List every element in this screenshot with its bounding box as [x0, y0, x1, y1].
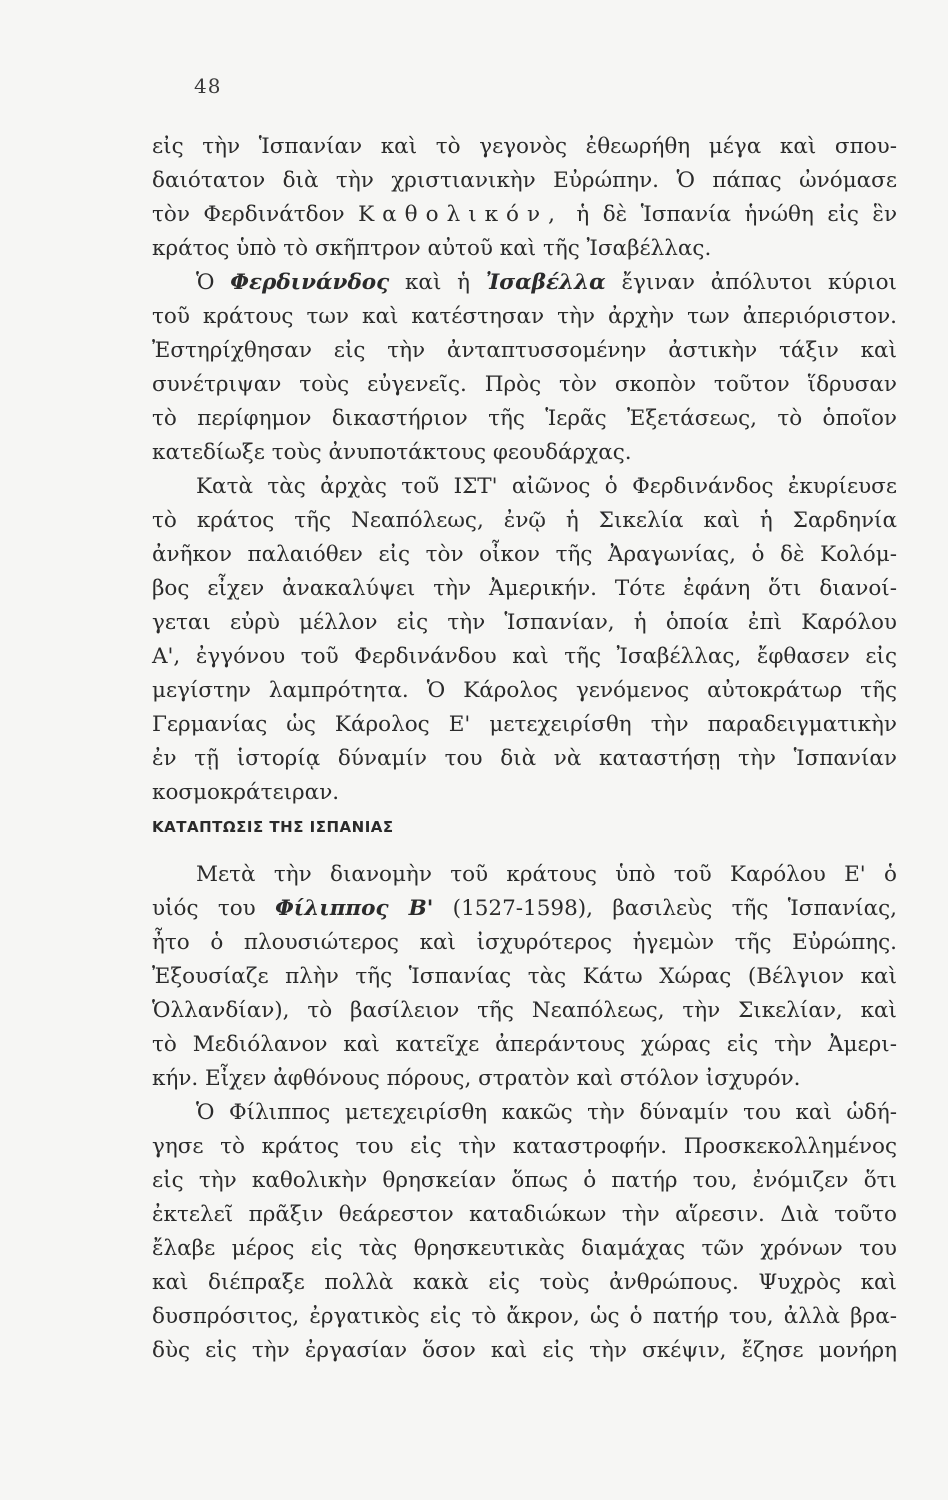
line-text: καὶ ἡ [389, 270, 486, 295]
line-text: υἱός του [152, 896, 276, 921]
text-line: εἰς τὴν καθολικὴν θρησκείαν ὅπως ὁ πατήρ του, ἐνόμιζεν ὅτι [152, 1168, 897, 1193]
text-line: κήν. Εἶχεν ἀφθόνους πόρους, στρατὸν καὶ στόλον ἰσχυρόν. [152, 1066, 801, 1091]
text-line: κατεδίωξε τοὺς ἀνυποτάκτους φεουδάρχας. [152, 440, 632, 465]
text-line: κοσμοκράτειραν. [152, 780, 340, 805]
text-line: τοῦ κράτους των καὶ κατέστησαν τὴν ἀρχὴν των ἀπεριόριστον. [152, 304, 897, 329]
spaced-word: Καθολικόν, [358, 202, 563, 227]
text-line: Ὁ Φίλιππος μετεχειρίσθη κακῶς τὴν δύναμίν του καὶ ὡδή- [196, 1100, 897, 1125]
line-text: ἔγιναν ἀπόλυτοι κύριοι [605, 270, 897, 295]
text-line: κράτος ὑπὸ τὸ σκῆπτρον αὐτοῦ καὶ τῆς Ἰσαβέλλας. [152, 236, 712, 261]
page-number: 48 [194, 74, 222, 98]
text-line: τὸ κράτος τῆς Νεαπόλεως, ἐνῷ ἡ Σικελία καὶ ἡ Σαρδηνία [152, 508, 897, 533]
line-text: ἡ δὲ Ἱσπανία ἡνώθη εἰς ἓν [562, 202, 898, 227]
section-heading: ΚΑΤΑΠΤΩΣΙΣ ΤΗΣ ΙΣΠΑΝΙΑΣ [152, 818, 394, 836]
text-line: δυσπρόσιτος, ἐργατικὸς εἰς τὸ ἄκρον, ὡς ὁ πατήρ του, ἀλλὰ βρα- [152, 1304, 897, 1329]
text-line [152, 892, 897, 926]
line-text: τὸν Φερδινάτδον [152, 202, 359, 227]
text-line: ἔλαβε μέρος εἰς τὰς θρησκευτικὰς διαμάχας τῶν χρόνων του [152, 1236, 897, 1261]
text-line: Ἐστηρίχθησαν εἰς τὴν ἀνταπτυσσομένην ἀστικὴν τάξιν καὶ [152, 338, 897, 363]
text-line: καὶ διέπραξε πολλὰ κακὰ εἰς τοὺς ἀνθρώπους. Ψυχρὸς καὶ [152, 1270, 897, 1295]
text-line: Α', ἐγγόνου τοῦ Φερδινάνδου καὶ τῆς Ἰσαβέλλας, ἔφθασεν εἰς [152, 644, 897, 669]
text-block-bottom [152, 858, 897, 1368]
text-line: Ἐξουσίαζε πλὴν τῆς Ἱσπανίας τὰς Κάτω Χώρας (Βέλγιον καὶ [152, 964, 897, 989]
text-line: Ὁλλανδίαν), τὸ βασίλειον τῆς Νεαπόλεως, τὴν Σικελίαν, καὶ [152, 998, 897, 1023]
text-line: συνέτριψαν τοὺς εὐγενεῖς. Πρὸς τὸν σκοπὸν τοῦτον ἵδρυσαν [152, 372, 897, 397]
emphasized-name: Φερδινάνδος [230, 270, 390, 295]
text-line: ἀνῆκον παλαιόθεν εἰς τὸν οἶκον τῆς Ἀραγωνίας, ὁ δὲ Κολόμ- [152, 542, 897, 567]
text-line [152, 266, 897, 300]
text-line: βος εἶχεν ἀνακαλύψει τὴν Ἀμερικήν. Τότε ἐφάνη ὅτι διανοί- [152, 576, 897, 601]
text-line: τὸ Μεδιόλανον καὶ κατεῖχε ἀπεράντους χώρας εἰς τὴν Ἀμερι- [152, 1032, 897, 1057]
text-line: γησε τὸ κράτος του εἰς τὴν καταστροφήν. Προσκεκολλημένος [152, 1134, 897, 1159]
text-line: εἰς τὴν Ἱσπανίαν καὶ τὸ γεγονὸς ἐθεωρήθη μέγα καὶ σπου- [152, 134, 897, 159]
text-line: μεγίστην λαμπρότητα. Ὁ Κάρολος γενόμενος αὐτοκράτωρ τῆς [152, 678, 897, 703]
text-line: γεται εὐρὺ μέλλον εἰς τὴν Ἱσπανίαν, ἡ ὁποία ἐπὶ Καρόλου [152, 610, 897, 635]
text-line: ἦτο ὁ πλουσιώτερος καὶ ἰσχυρότερος ἡγεμὼν τῆς Εὐρώπης. [152, 930, 897, 955]
text-line: Μετὰ τὴν διανομὴν τοῦ κράτους ὑπὸ τοῦ Καρόλου Ε' ὁ [196, 862, 897, 887]
text-line: Κατὰ τὰς ἀρχὰς τοῦ ΙΣΤ' αἰῶνος ὁ Φερδινάνδος ἐκυρίευσε [196, 474, 897, 499]
line-text: Ὁ [196, 270, 231, 295]
text-line: ἐκτελεῖ πρᾶξιν θεάρεστον καταδιώκων τὴν αἵρεσιν. Διὰ τοῦτο [152, 1202, 897, 1227]
emphasized-name: Φίλιππος Β' [275, 896, 434, 921]
emphasized-name: Ἰσαβέλλα [485, 270, 606, 295]
text-line: δαιότατον διὰ τὴν χριστιανικὴν Εὐρώπην. Ὁ πάπας ὠνόμασε [152, 168, 897, 193]
text-line [152, 198, 897, 232]
text-line: τὸ περίφημον δικαστήριον τῆς Ἱερᾶς Ἐξετάσεως, τὸ ὁποῖον [152, 406, 897, 431]
text-line: δὺς εἰς τὴν ἐργασίαν ὅσον καὶ εἰς τὴν σκέψιν, ἔζησε μονήρη [152, 1338, 897, 1363]
text-block-top [152, 130, 897, 810]
text-line: Γερμανίας ὡς Κάρολος Ε' μετεχειρίσθη τὴν παραδειγματικὴν [152, 712, 897, 737]
text-line: ἐν τῇ ἱστορίᾳ δύναμίν του διὰ νὰ καταστήσῃ τὴν Ἱσπανίαν [152, 746, 897, 771]
line-text: (1527-1598), βασιλεὺς τῆς Ἱσπανίας, [433, 896, 897, 921]
